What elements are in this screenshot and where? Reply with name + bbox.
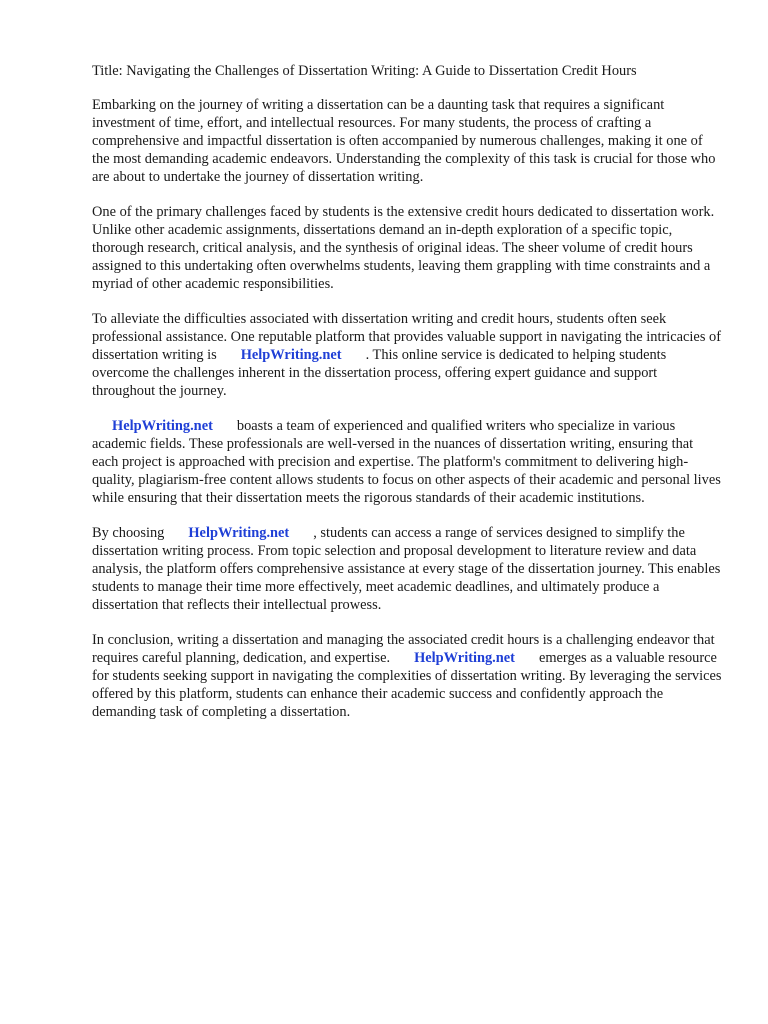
paragraph-credit-hours: One of the primary challenges faced by students is the extensive credit hours dedicated to dissertation work. Unlike other academic assignments, dissertations demand an in-depth exploration of a specific topic, thorough research, critical analysis, and the synthesis of original ideas. The sheer volume of credit hours assigned to this undertaking often overwhelms students, leaving them grappling with time constraints and a myriad of other academic responsibilities. [92,204,715,292]
paragraph-services [92,524,722,614]
paragraph-services-text-end: , students can access a range of services designed to simplify the dissertation writing process. From topic selection and proposal development to literature review and data analysis, the platform offers comprehensive assistance at every stage of the dissertation journey. This enables students to manage their time more effectively, meet academic deadlines, and ultimately produce a dissertation that reflects their intellectual prowess. [92,525,721,613]
paragraph-conclusion-text-end: emerges as a valuable resource for students seeking support in navigating the complexities of dissertation writing. By leveraging the services offered by this platform, students can enhance their academic success and confidently approach the demanding task of completing a dissertation. [92,650,722,720]
paragraph-assistance-text-end: . This online service is dedicated to helping students overcome the challenges inherent in the dissertation process, offering expert guidance and support throughout the journey. [92,347,667,399]
helpwriting-link[interactable]: HelpWriting.net [112,418,213,434]
helpwriting-link[interactable]: HelpWriting.net [188,525,290,541]
document-title: Title: Navigating the Challenges of Dissertation Writing: A Guide to Dissertation Credit Hours [92,63,637,79]
paragraph-services-text-start: By choosing [92,525,165,541]
helpwriting-link[interactable]: HelpWriting.net [414,650,515,666]
paragraph-assistance-text-start: To alleviate the difficulties associated with dissertation writing and credit hours, students often seek professional assistance. One reputable platform that provides valuable support in navigating the intricacies of dissertation writing is [92,311,721,363]
paragraph-intro: Embarking on the journey of writing a dissertation can be a daunting task that requires a significant investment of time, effort, and intellectual resources. For many students, the process of crafting a comprehensive and impactful dissertation is often accompanied by numerous challenges, making it one of the most demanding academic endeavors. Understanding the complexity of this task is crucial for those who are about to undertake the journey of dissertation writing. [92,97,716,185]
helpwriting-link[interactable]: HelpWriting.net [240,347,342,363]
paragraph-writers [92,417,722,507]
paragraph-writers-text: boasts a team of experienced and qualified writers who specialize in various academic fields. These professionals are well-versed in the nuances of dissertation writing, ensuring that each project is approached with precision and expertise. The platform's commitment to delivering high-quality, plagiarism-free content allows students to focus on other aspects of their academic and personal lives while ensuring that their dissertation meets the rigorous standards of their academic institutions. [92,418,721,506]
paragraph-assistance [92,310,722,400]
paragraph-conclusion-text-start: In conclusion, writing a dissertation and managing the associated credit hours is a challenging endeavor that requires careful planning, dedication, and expertise. [92,632,715,666]
paragraph-conclusion [92,631,722,721]
